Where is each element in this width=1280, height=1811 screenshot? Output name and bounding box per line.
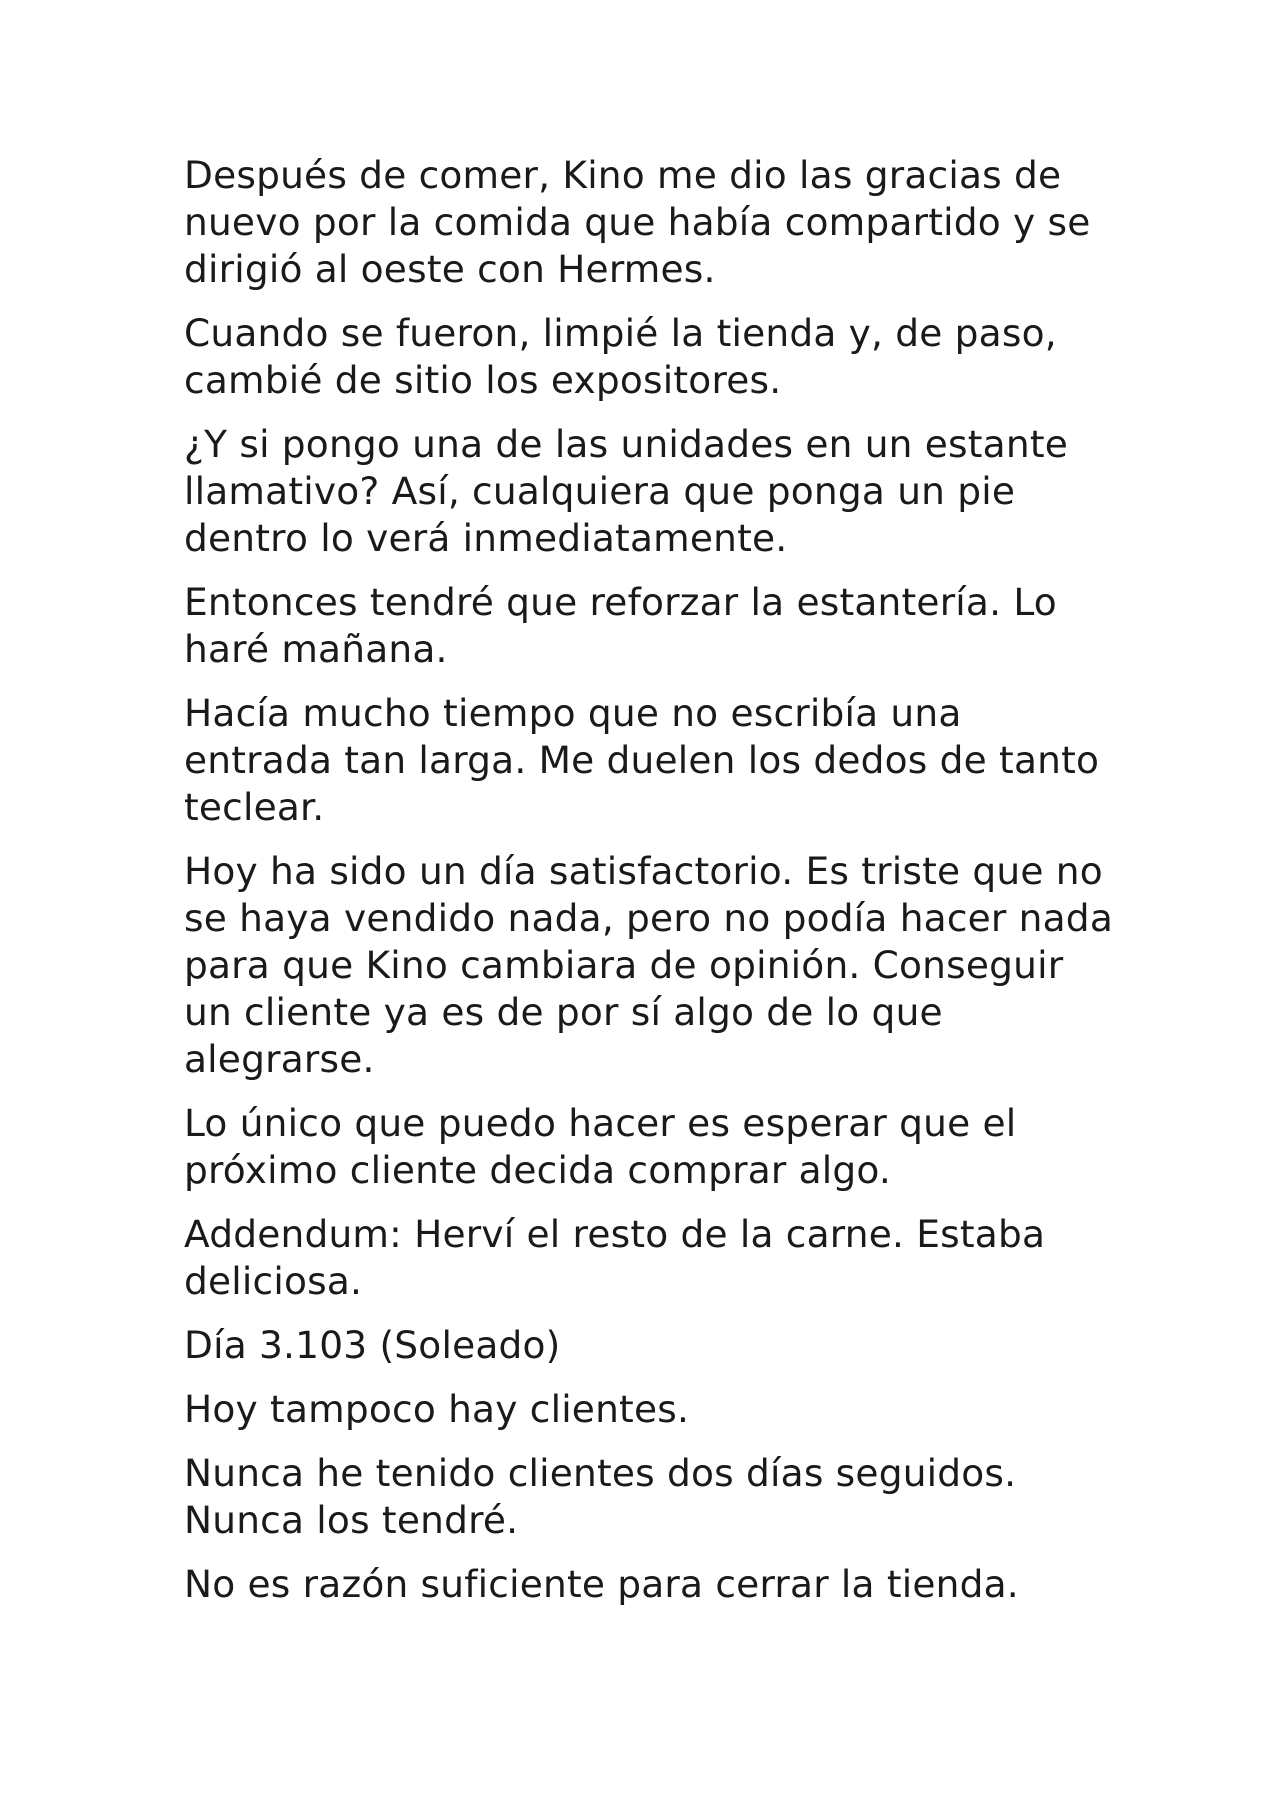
day-heading: Día 3.103 (Soleado) xyxy=(184,1323,561,1367)
paragraph: Hoy ha sido un día satisfactorio. Es triste que no se haya vendido nada, pero no podía hacer nada para que Kino cambiara de opinión. Conseguir un cliente ya es de por sí algo de lo que alegrarse. xyxy=(184,849,1113,1081)
paragraph: No es razón suficiente para cerrar la tienda. xyxy=(184,1562,1019,1606)
paragraph: Cuando se fueron, limpié la tienda y, de paso, cambié de sitio los expositores. xyxy=(184,311,1057,402)
paragraph: Después de comer, Kino me dio las gracias de nuevo por la comida que había compartido y se dirigió al oeste con Hermes. xyxy=(184,153,1091,291)
paragraph: Nunca he tenido clientes dos días seguidos. Nunca los tendré. xyxy=(184,1451,1017,1542)
body-text xyxy=(184,152,1114,1625)
paragraph: Entonces tendré que reforzar la estantería. Lo haré mañana. xyxy=(184,580,1057,671)
paragraph: ¿Y si pongo una de las unidades en un estante llamativo? Así, cualquiera que ponga un pie dentro lo verá inmediatamente. xyxy=(184,422,1068,560)
paragraph: Lo único que puedo hacer es esperar que el próximo cliente decida comprar algo. xyxy=(184,1101,1017,1192)
paragraph: Hoy tampoco hay clientes. xyxy=(184,1387,690,1431)
paragraph: Addendum: Herví el resto de la carne. Estaba deliciosa. xyxy=(184,1212,1046,1303)
paragraph: Hacía mucho tiempo que no escribía una entrada tan larga. Me duelen los dedos de tanto teclear. xyxy=(184,691,1100,829)
